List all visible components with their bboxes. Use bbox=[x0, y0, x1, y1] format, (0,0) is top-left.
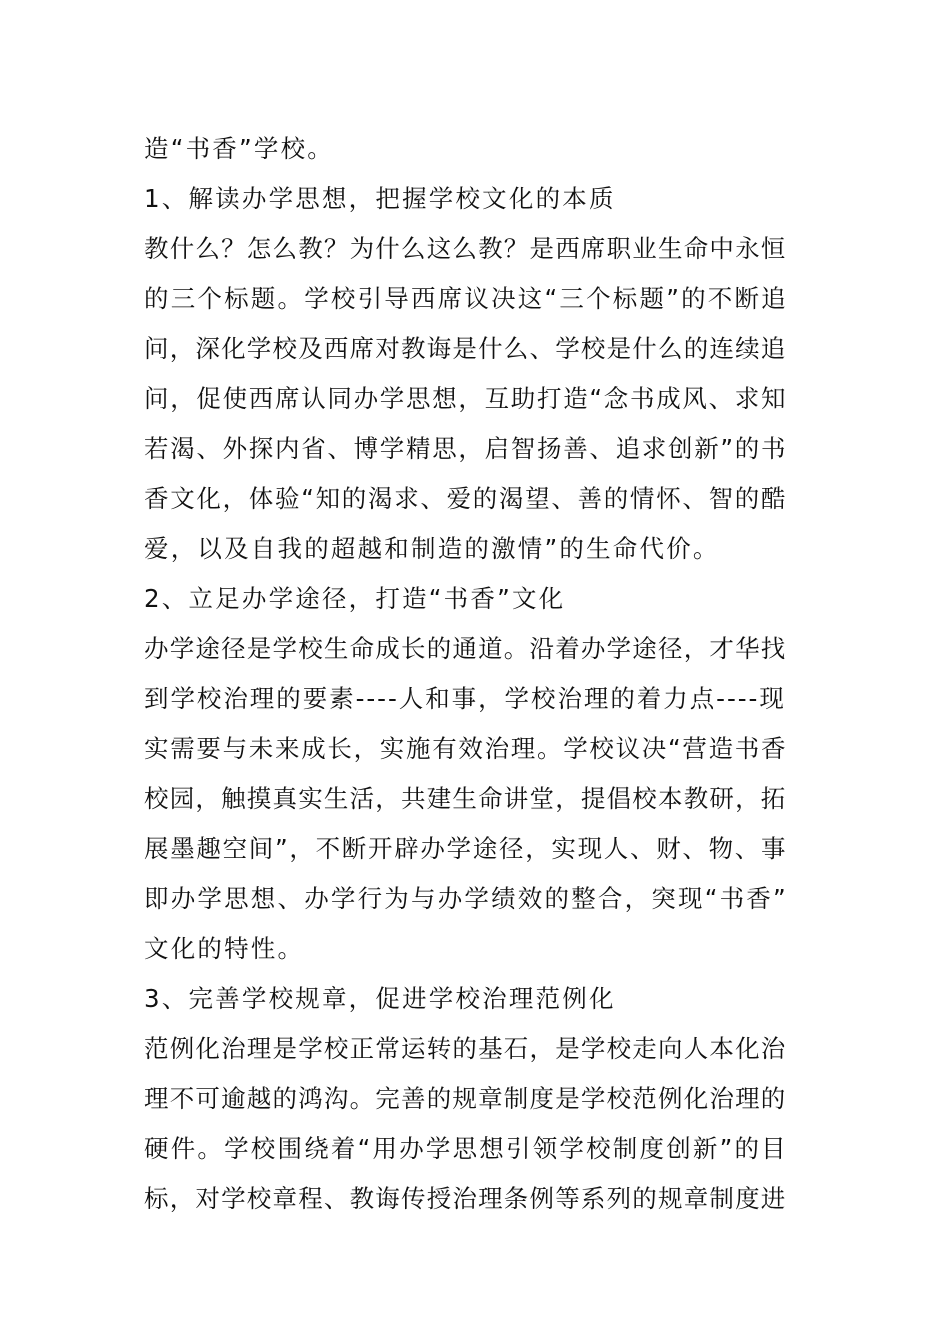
section-heading: 2、立足办学途径，打造“书香”文化 bbox=[144, 584, 566, 613]
text-line: 即办学思想、办学行为与办学绩效的整合，突现“书香” bbox=[144, 884, 788, 913]
text-line: 的三个标题。学校引导西席议决这“三个标题”的不断追 bbox=[144, 284, 788, 313]
text-line: 若渴、外探内省、博学精思，启智扬善、追求创新”的书 bbox=[144, 434, 788, 463]
text-line: 理不可逾越的鸿沟。完善的规章制度是学校范例化治理的 bbox=[144, 1084, 787, 1113]
text-line: 造“书香”学校。 bbox=[144, 134, 334, 163]
section-heading: 3、完善学校规章，促进学校治理范例化 bbox=[144, 984, 616, 1013]
text-line: 教什么？怎么教？为什么这么教？是西席职业生命中永恒 bbox=[144, 234, 787, 263]
text-line: 展墨趣空间”，不断开辟办学途径，实现人、财、物、事 bbox=[144, 834, 788, 863]
text-line: 范例化治理是学校正常运转的基石，是学校走向人本化治 bbox=[144, 1034, 787, 1063]
section-heading: 1、解读办学思想，把握学校文化的本质 bbox=[144, 184, 616, 213]
text-line: 问，促使西席认同办学思想，互助打造“念书成风、求知 bbox=[144, 384, 788, 413]
text-line: 实需要与未来成长，实施有效治理。学校议决“营造书香 bbox=[144, 734, 788, 763]
text-line: 硬件。学校围绕着“用办学思想引领学校制度创新”的目 bbox=[144, 1134, 788, 1163]
text-line: 香文化，体验“知的渴求、爱的渴望、善的情怀、智的酷 bbox=[144, 484, 788, 513]
text-line: 文化的特性。 bbox=[144, 934, 305, 963]
text-line: 办学途径是学校生命成长的通道。沿着办学途径，才华找 bbox=[144, 634, 787, 663]
text-line: 校园，触摸真实生活，共建生命讲堂，提倡校本教研，拓 bbox=[144, 784, 787, 813]
text-line: 爱，以及自我的超越和制造的激情”的生命代价。 bbox=[144, 534, 720, 563]
text-line: 标，对学校章程、教诲传授治理条例等系列的规章制度进 bbox=[144, 1184, 787, 1213]
text-line: 问，深化学校及西席对教诲是什么、学校是什么的连续追 bbox=[144, 334, 787, 363]
text-line: 到学校治理的要素----人和事，学校治理的着力点----现 bbox=[144, 684, 786, 713]
